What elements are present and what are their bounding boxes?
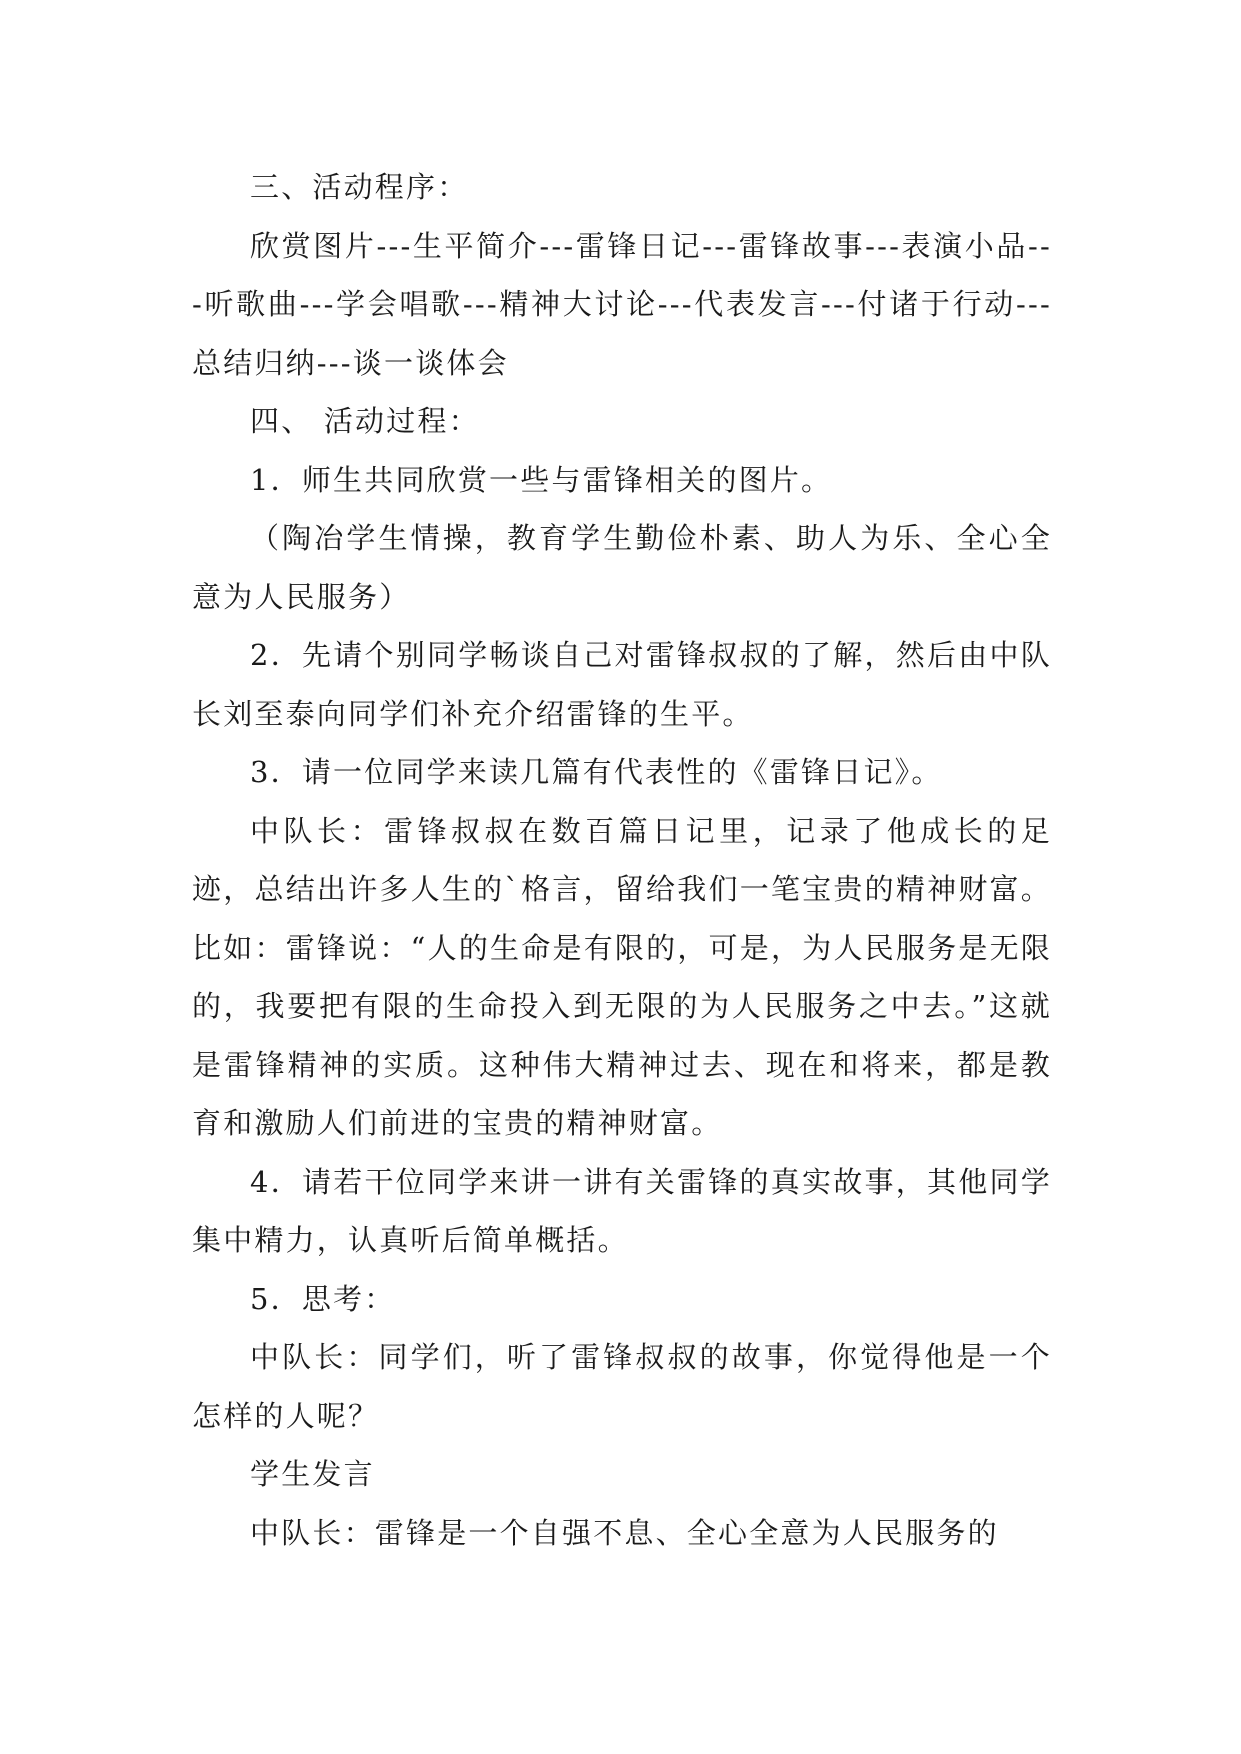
activity-procedure-flow: 欣赏图片---生平简介---雷锋日记---雷锋故事---表演小品---听歌曲---学会唱歌---精神大讨论---代表发言---付诸于行动---总结归纳---谈一谈体会: [192, 228, 1052, 380]
student-speech: 学生发言: [250, 1457, 375, 1491]
step-3: 3．请一位同学来读几篇有代表性的《雷锋日记》。: [250, 755, 943, 789]
document-body: [192, 158, 1052, 1562]
leader-question: 中队长：同学们，听了雷锋叔叔的故事，你觉得他是一个怎样的人呢？: [192, 1340, 1052, 1433]
step-2: 2．先请个别同学畅谈自己对雷锋叔叔的了解，然后由中队长刘至泰向同学们补充介绍雷锋的生平。: [192, 638, 1052, 731]
leader-summary: 中队长：雷锋是一个自强不息、全心全意为人民服务的: [250, 1515, 999, 1550]
step-1: 1．师生共同欣赏一些与雷锋相关的图片。: [250, 462, 833, 497]
section-heading-activity-procedure: 三、活动程序：: [250, 170, 469, 204]
step-4: 4．请若干位同学来讲一讲有关雷锋的真实故事，其他同学集中精力，认真听后简单概括。: [192, 1164, 1052, 1257]
section-heading-activity-process: 四、 活动过程：: [250, 404, 480, 438]
step-5: 5．思考：: [250, 1281, 396, 1316]
step-1-note: （陶冶学生情操，教育学生勤俭朴素、助人为乐、全心全意为人民服务）: [192, 521, 1052, 614]
leader-speech-diary: 中队长：雷锋叔叔在数百篇日记里，记录了他成长的足迹，总结出许多人生的`格言，留给我们一笔宝贵的精神财富。比如：雷锋说：“人的生命是有限的，可是，为人民服务是无限的，我要把有限的生命投入到无限的为人民服务之中去。”这就是雷锋精神的实质。这种伟大精神过去、现在和将来，都是教育和激励人们前进的宝贵的精神财富。: [192, 813, 1052, 1140]
